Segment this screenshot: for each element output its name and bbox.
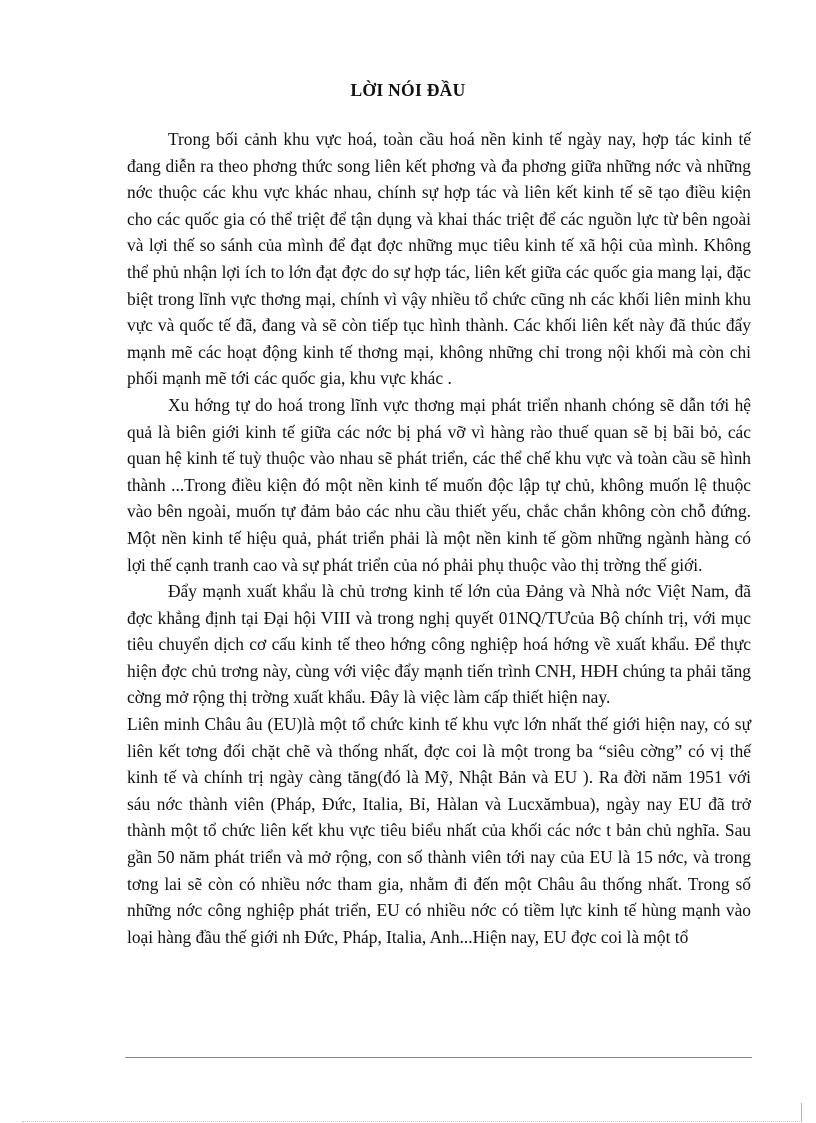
paragraph-3: Đẩy mạnh xuất khẩu là chủ trơng kinh tế lớn của Đảng và Nhà nớc Việt Nam, đã đợc khẳng định tại Đại hội VIII và trong nghị quyết 01NQ/TƯcủa Bộ chính trị, với mục tiêu chuyển dịch cơ cấu kinh tế theo hớng công nghiệp hoá hớng về xuất khẩu. Để thực hiện đợc chủ trơng này, cùng với việc đẩy mạnh tiến trình CNH, HĐH chúng ta phải tăng cờng mở rộng thị trờng xuất khẩu. Đây là việc làm cấp thiết hiện nay.: [127, 581, 751, 708]
footer-rule: [125, 1057, 752, 1058]
paragraph-2: Xu hớng tự do hoá trong lĩnh vực thơng mại phát triển nhanh chóng sẽ dẫn tới hệ quả là biên giới kinh tế giữa các nớc bị phá vỡ vì hàng rào thuế quan sẽ bị bãi bỏ, các quan hệ kinh tế tuỳ thuộc vào nhau sẽ phát triển, các thể chế khu vực và toàn cầu sẽ hình thành ...Trong điều kiện đó một nền kinh tế muốn độc lập tự chủ, không muốn lệ thuộc vào bên ngoài, muốn tự đảm bảo các nhu cầu thiết yếu, chắc chắn không còn chỗ đứng. Một nền kinh tế hiệu quả, phát triển phải là một nền kinh tế gồm những ngành hàng có lợi thế cạnh tranh cao và sự phát triển của nó phải phụ thuộc vào thị trờng thế giới.: [127, 394, 751, 575]
document-title: LỜI NÓI ĐẦU: [350, 80, 466, 100]
page-bottom-edge: [22, 1121, 802, 1122]
paragraph-1: Trong bối cảnh khu vực hoá, toàn cầu hoá nền kinh tế ngày nay, hợp tác kinh tế đang diễn ra theo phơng thức song liên kết phơng và đa phơng giữa những nớc và những nớc thuộc các khu vực khác nhau, chính sự hợp tác và liên kết kinh tế sẽ tạo điều kiện cho các quốc gia có thể triệt để tận dụng và khai thác triệt để các nguồn lực từ bên ngoài và lợi thế so sánh của mình để đạt đợc những mục tiêu kinh tế xã hội của mình. Không thể phủ nhận lợi ích to lớn đạt đợc do sự hợp tác, liên kết giữa các quốc gia mang lại, đặc biệt trong lĩnh vực thơng mại, chính vì vậy nhiều tổ chức cũng nh các khối liên minh khu vực và quốc tế đã, đang và sẽ còn tiếp tục hình thành. Các khối liên kết này đã thúc đẩy mạnh mẽ các hoạt động kinh tế thơng mại, không những chỉ trong nội khối mà còn chi phối mạnh mẽ tới các quốc gia, khu vực khác .: [127, 129, 751, 389]
document-body: [127, 126, 751, 950]
page-corner-mark: [801, 1103, 802, 1122]
paragraph-4: Liên minh Châu âu (EU)là một tổ chức kinh tế khu vực lớn nhất thế giới hiện nay, có sự liên kết tơng đối chặt chẽ và thống nhất, đợc coi là một trong ba “siêu cờng” có vị thế kinh tế và chính trị ngày càng tăng(đó là Mỹ, Nhật Bản và EU ). Ra đời năm 1951 với sáu nớc thành viên (Pháp, Đức, Italia, Bỉ, Hàlan và Lucxămbua), ngày nay EU đã trở thành một tổ chức liên kết khu vực tiêu biểu nhất của khối các nớc t bản chủ nghĩa. Sau gần 50 năm phát triển và mở rộng, con số thành viên tới nay của EU là 15 nớc, và trong tơng lai sẽ còn có nhiều nớc tham gia, nhằm đi đến một Châu âu thống nhất. Trong số những nớc công nghiệp phát triển, EU có nhiều nớc có tiềm lực kinh tế hùng mạnh vào loại hàng đầu thế giới nh Đức, Pháp, Italia, Anh...Hiện nay, EU đợc coi là một tổ: [127, 714, 751, 947]
